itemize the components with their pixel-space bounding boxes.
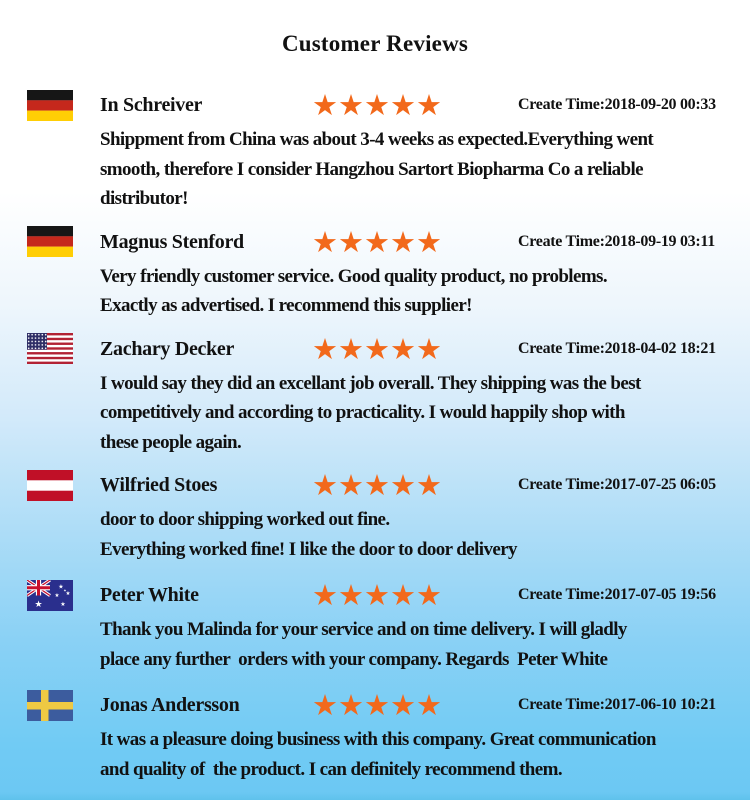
- sweden-flag-icon: [27, 690, 73, 721]
- review-text-line: Very friendly customer service. Good quality product, no problems.: [100, 265, 607, 287]
- review-header: [0, 689, 750, 721]
- reviewer-name: In Schreiver: [100, 94, 203, 116]
- review-text-line: I would say they did an excellant job overall. They shipping was the best: [100, 372, 641, 394]
- review-text-line: It was a pleasure doing business with this company. Great communication: [100, 729, 656, 750]
- germany-flag-icon: [27, 226, 73, 257]
- svg-text:★: ★: [54, 592, 60, 599]
- review-card: [0, 333, 750, 458]
- review-text: [100, 262, 730, 321]
- review-text: [100, 369, 730, 458]
- star-rating: ★★★★★: [312, 689, 442, 721]
- review-header: [0, 333, 750, 365]
- review-text-line: these people again.: [100, 431, 242, 453]
- star-rating: ★★★★★: [312, 225, 442, 258]
- star-rating: ★★★★★: [312, 332, 442, 365]
- review-text-line: Shippment from China was about 3-4 weeks as expected.Everything went: [100, 129, 654, 150]
- review-text: [100, 615, 730, 674]
- review-create-time: Create Time:2017-06-10 10:21: [518, 696, 716, 713]
- svg-text:★: ★: [65, 590, 71, 597]
- review-text-line: Thank you Malinda for your service and on time delivery. I will gladly: [100, 619, 627, 640]
- svg-text:★: ★: [58, 583, 64, 590]
- star-rating: ★★★★★: [312, 89, 442, 121]
- review-text-line: competitively and according to practicality. I would happily shop with: [100, 402, 625, 423]
- review-text: [100, 125, 730, 214]
- review-text-line: door to door shipping worked out fine.: [100, 509, 390, 530]
- reviewer-name: Magnus Stenford: [100, 230, 244, 253]
- review-card: [0, 226, 750, 321]
- review-text-line: Exactly as advertised. I recommend this supplier!: [100, 295, 472, 316]
- australia-flag-icon: [27, 580, 73, 611]
- review-text: [100, 505, 730, 564]
- review-card: [0, 89, 750, 214]
- review-create-time: Create Time:2018-04-02 18:21: [518, 339, 716, 357]
- review-create-time: Create Time:2017-07-25 06:05: [518, 476, 716, 493]
- reviewer-name: Peter White: [100, 584, 199, 606]
- review-create-time: Create Time:2018-09-19 03:11: [518, 232, 715, 250]
- review-text-line: and quality of the product. I can definitely recommend them.: [100, 758, 562, 780]
- austria-flag-icon: [27, 470, 73, 501]
- review-header: [0, 89, 750, 121]
- review-text: [100, 725, 730, 784]
- review-header: [0, 226, 750, 258]
- reviewer-name: Jonas Andersson: [100, 694, 240, 716]
- review-text-line: distributor!: [100, 188, 188, 209]
- usa-flag-icon: [27, 333, 73, 364]
- svg-text:★: ★: [34, 599, 43, 610]
- review-text-line: Everything worked fine! I like the door to door delivery: [100, 538, 517, 560]
- review-text-line: smooth, therefore I consider Hangzhou Sartort Biopharma Co a reliable: [100, 158, 643, 180]
- review-header: [0, 579, 750, 611]
- review-card: [0, 689, 750, 784]
- review-card: [0, 579, 750, 674]
- reviewer-name: Wilfried Stoes: [100, 474, 218, 496]
- review-card: [0, 469, 750, 564]
- review-header: [0, 469, 750, 501]
- review-text-line: place any further orders with your company. Regards Peter White: [100, 648, 608, 670]
- germany-flag-icon: [27, 90, 73, 121]
- review-create-time: Create Time:2018-09-20 00:33: [518, 96, 716, 113]
- svg-text:★: ★: [60, 600, 66, 608]
- page-title: Customer Reviews: [281, 31, 469, 56]
- review-create-time: Create Time:2017-07-05 19:56: [518, 586, 716, 603]
- star-rating: ★★★★★: [312, 469, 442, 501]
- svg-text:★: ★: [63, 588, 67, 592]
- star-rating: ★★★★★: [312, 579, 442, 611]
- reviewer-name: Zachary Decker: [100, 337, 235, 360]
